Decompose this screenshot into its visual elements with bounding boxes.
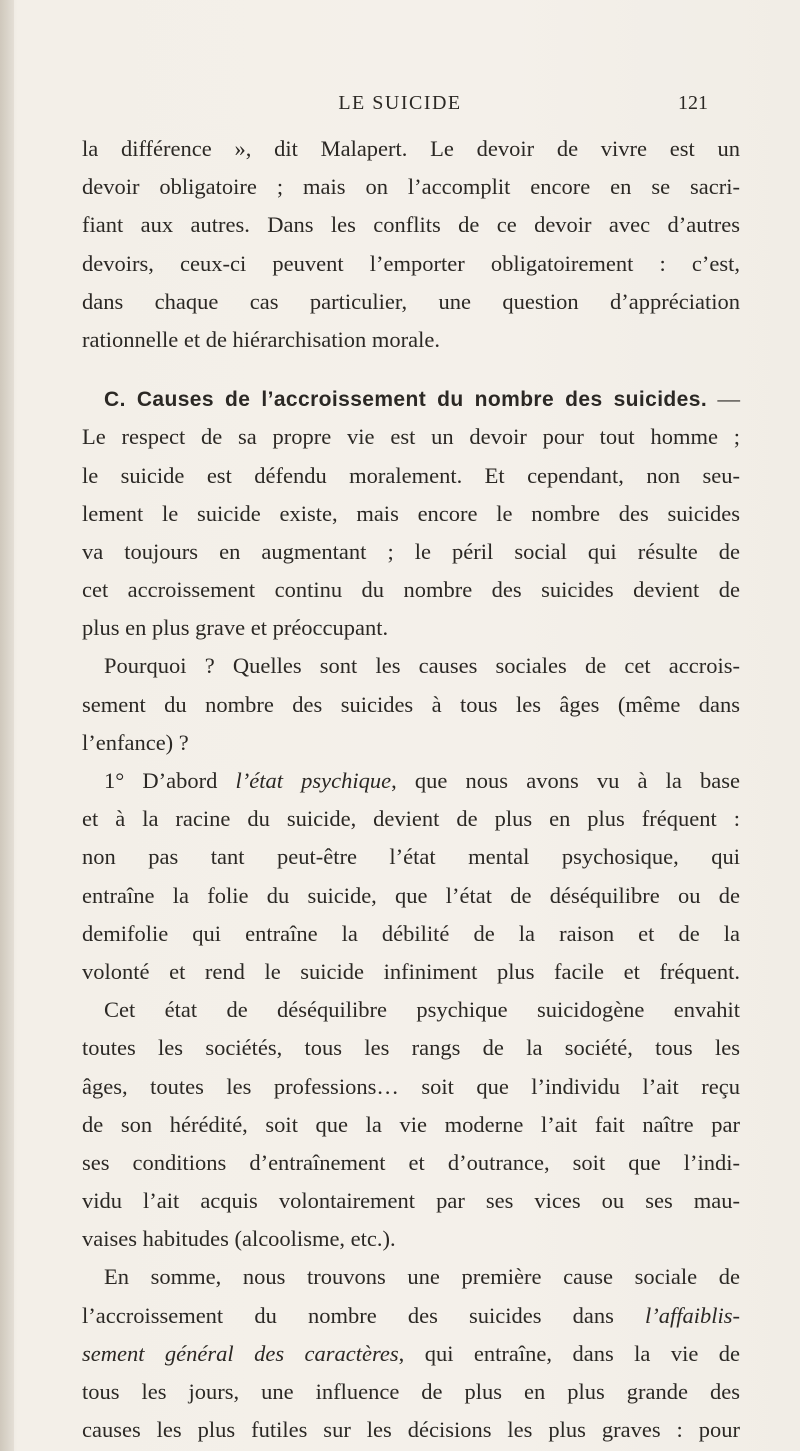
text-line: ses conditions d’entraînement et d’outrance, soit que l’indi- [82,1149,740,1175]
text-line: et à la racine du suicide, devient de plus en plus fréquent : [82,806,740,832]
text-line: En somme, nous trouvons une première cause sociale de [104,1264,740,1290]
text-line: dans chaque cas particulier, une question d’appréciation [82,288,740,314]
text-line: entraîne la folie du suicide, que l’état de déséquilibre ou de [82,882,740,908]
text-line: l’accroissement du nombre des suicides dans l’affaiblis- [82,1302,740,1328]
text-line: de son hérédité, soit que la vie moderne l’ait fait naître par [82,1111,740,1137]
text-line: Pourquoi ? Quelles sont les causes sociales de cet accrois- [104,653,740,679]
text-line: toutes les sociétés, tous les rangs de la société, tous les [82,1035,740,1061]
text-line: fiant aux autres. Dans les conflits de ce devoir avec d’autres [82,212,740,238]
text-line: lement le suicide existe, mais encore le nombre des suicides [82,500,740,526]
text-line: devoir obligatoire ; mais on l’accomplit encore en se sacri- [82,174,740,200]
text-line: l’enfance) ? [82,729,189,755]
text-line: demifolie qui entraîne la débilité de la raison et de la [82,920,740,946]
emphasis-text: l’état psychique [235,768,392,793]
text-line: va toujours en augmentant ; le péril social qui résulte de [82,538,740,564]
text-line: devoirs, ceux-ci peuvent l’emporter obligatoirement : c’est, [82,250,740,276]
running-title: LE SUICIDE [338,92,462,114]
text-line: vaises habitudes (alcoolisme, etc.). [82,1226,396,1252]
text-line: volonté et rend le suicide infiniment plus facile et fréquent. [82,958,740,984]
emphasis-text: sement général des caractères [82,1340,399,1366]
page-number: 121 [678,92,708,114]
text-line: tous les jours, une influence de plus en plus grande des [82,1379,740,1404]
text-line: cet accroissement continu du nombre des suicides devient de [82,577,740,603]
emphasis-text: l’affaiblis- [645,1302,740,1328]
page-header [0,92,800,122]
text-line: sement du nombre des suicides à tous les âges (même dans [82,691,740,717]
text-line: sement général des caractères, qui entraîne, dans la vie de [82,1340,740,1366]
text-line: vidu l’ait acquis volontairement par ses vices ou ses mau- [82,1188,740,1214]
page-gutter [0,0,14,1451]
text-line: plus en plus grave et préoccupant. [82,615,389,641]
text-line: la différence », dit Malapert. Le devoir de vivre est un [82,136,740,161]
section-heading-line: C. Causes de l’accroissement du nombre des suicides. — [104,386,741,412]
text-line: Le respect de sa propre vie est un devoir pour tout homme ; [82,424,740,450]
text-line: causes les plus futiles sur les décisions les plus graves : pour [82,1417,740,1443]
text-line: âges, toutes les professions… soit que l’individu l’ait reçu [82,1073,740,1099]
section-heading: C. Causes de l’accroissement du nombre des suicides. [104,388,708,412]
body-text [82,130,740,1449]
text-line: rationnelle et de hiérarchisation morale. [82,326,440,352]
text-line: non pas tant peut-être l’état mental psychosique, qui [82,844,740,870]
text-line: Cet état de déséquilibre psychique suicidogène envahit [104,997,740,1023]
text-line: 1° D’abord l’état psychique, que nous avons vu à la base [104,768,741,793]
text-line: le suicide est défendu moralement. Et cependant, non seu- [82,462,740,488]
